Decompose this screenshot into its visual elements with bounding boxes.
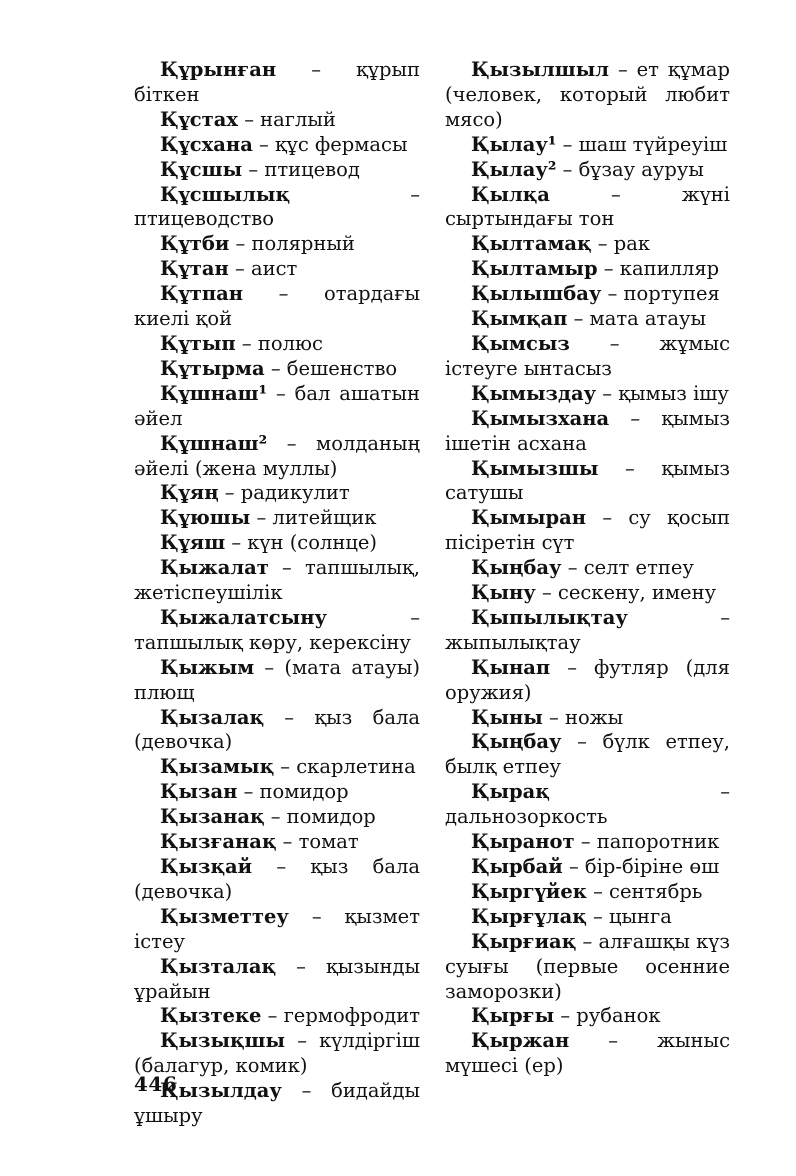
- headword: Қымсыз: [471, 331, 570, 355]
- dictionary-entry: [445, 158, 730, 183]
- headword: Қымыран: [471, 506, 587, 530]
- definition: – ножы: [542, 705, 624, 729]
- headword: Қызықшы: [160, 1029, 286, 1053]
- definition: – қызынды ұрайын: [134, 954, 420, 1003]
- definition: – рубанок: [554, 1004, 661, 1028]
- definition: – шаш түйреуіш: [556, 132, 728, 156]
- definition: – отардағы киелі қой: [134, 282, 420, 331]
- headword: Қымызшы: [471, 456, 599, 480]
- headword: Қызғанақ: [160, 830, 277, 854]
- definition: – полюс: [235, 331, 323, 355]
- headword: Қызметтеу: [160, 904, 289, 928]
- definition: – бал ашатын әйел: [134, 381, 420, 430]
- definition: – қымыз ішетін асхана: [445, 406, 730, 455]
- definition: – молданың әйелі (жена муллы): [134, 431, 420, 480]
- dictionary-entry: [445, 730, 730, 780]
- dictionary-entry: [134, 855, 420, 905]
- left-column: [134, 58, 420, 1129]
- dictionary-entry: [134, 257, 420, 282]
- dictionary-entry: [445, 556, 730, 581]
- dictionary-entry: [445, 58, 730, 133]
- dictionary-entry: [134, 108, 420, 133]
- definition: – помидор: [237, 780, 349, 804]
- headword: Құстах: [160, 107, 239, 131]
- headword: Қызқай: [160, 855, 253, 878]
- dictionary-entry: [445, 232, 730, 257]
- headword: Қырғиақ: [471, 929, 577, 953]
- definition: – құс фермасы: [252, 132, 408, 156]
- definition: – бұзау ауруы: [556, 157, 704, 181]
- definition: – помидор: [264, 805, 376, 829]
- definition: – футляр (для оружия): [445, 655, 730, 704]
- dictionary-entry: [134, 332, 420, 357]
- definition: – птицевод: [242, 157, 360, 181]
- headword: Құрынған: [160, 58, 277, 81]
- headword: Құсшы: [160, 157, 243, 181]
- headword: Қынап: [471, 655, 551, 679]
- headword: Қымыздау: [471, 381, 597, 405]
- dictionary-entry: [134, 58, 420, 108]
- headword: Қылқа: [471, 182, 550, 206]
- dictionary-entry: [134, 531, 420, 556]
- dictionary-entry: [134, 656, 420, 706]
- definition: – күн (солнце): [225, 531, 378, 555]
- headword: Қыжалатсыну: [160, 605, 327, 629]
- dictionary-entry: [134, 556, 420, 606]
- definition: – бешенство: [264, 356, 398, 380]
- dictionary-entry: [445, 183, 730, 233]
- dictionary-entry: [445, 457, 730, 507]
- dictionary-entry: [134, 805, 420, 830]
- headword: Қыжалат: [160, 556, 269, 580]
- definition: – жұмыс істеуге ынтасыз: [445, 331, 730, 380]
- definition: – бидайды ұшыру: [134, 1079, 420, 1128]
- dictionary-entry: [445, 606, 730, 656]
- dictionary-entry: [134, 357, 420, 382]
- page-number: 446: [134, 1072, 178, 1096]
- headword: Қылау²: [471, 157, 557, 181]
- definition: – (мата атауы) плющ: [134, 655, 420, 704]
- definition: – қыз бала (девочка): [134, 705, 420, 754]
- headword: Қымқап: [471, 307, 568, 331]
- headword: Құюшы: [160, 506, 251, 530]
- dictionary-entry: [134, 506, 420, 531]
- dictionary-entry: [134, 282, 420, 332]
- dictionary-entry: [445, 855, 730, 880]
- headword: Құсхана: [160, 132, 253, 156]
- definition: – қымыз ішу: [596, 381, 729, 405]
- dictionary-entry: [445, 307, 730, 332]
- definition: – рак: [591, 232, 651, 256]
- dictionary-entry: [445, 133, 730, 158]
- headword: Қыңбау: [471, 730, 562, 754]
- dictionary-entry: [445, 1029, 730, 1079]
- dictionary-entry: [134, 755, 420, 780]
- headword: Қырақ: [471, 780, 550, 804]
- definition: – наглый: [238, 107, 336, 131]
- definition: – гермофродит: [261, 1004, 421, 1028]
- definition: – томат: [276, 830, 359, 854]
- definition: – птицеводство: [134, 182, 420, 231]
- headword: Қызан: [160, 780, 238, 804]
- dictionary-entry: [445, 905, 730, 930]
- headword: Қыпылықтау: [471, 605, 628, 629]
- headword: Қымызхана: [471, 406, 610, 430]
- dictionary-entry: [134, 706, 420, 756]
- definition: – құрып біткен: [134, 58, 420, 106]
- headword: Қызылдау: [160, 1079, 282, 1103]
- definition: – папоротник: [574, 830, 720, 854]
- dictionary-entry: [134, 183, 420, 233]
- dictionary-entry: [445, 830, 730, 855]
- headword: Қызалақ: [160, 705, 264, 729]
- definition: – тапшылық, жетіспеушілік: [134, 556, 420, 605]
- definition: – сескену, имену: [535, 581, 717, 605]
- dictionary-entry: [134, 780, 420, 805]
- dictionary-entry: [445, 407, 730, 457]
- definition: – литейщик: [250, 506, 377, 530]
- dictionary-entry: [134, 133, 420, 158]
- dictionary-entry: [445, 332, 730, 382]
- dictionary-entry: [445, 581, 730, 606]
- headword: Қызылшыл: [471, 58, 610, 81]
- headword: Қырғы: [471, 1004, 555, 1028]
- dictionary-entry: [134, 432, 420, 482]
- definition: – селт етпеу: [561, 556, 694, 580]
- dictionary-entry: [445, 382, 730, 407]
- definition: – цынга: [586, 904, 672, 928]
- headword: Құтып: [160, 331, 236, 355]
- headword: Құтырма: [160, 356, 265, 380]
- definition: – күлдіргіш (балагур, комик): [134, 1029, 420, 1078]
- dictionary-entry: [445, 780, 730, 830]
- definition: – радикулит: [218, 481, 350, 505]
- dictionary-entry: [134, 905, 420, 955]
- dictionary-entry: [134, 955, 420, 1005]
- dictionary-entry: [445, 706, 730, 731]
- definition: – тапшылық көру, керексіну: [134, 605, 420, 654]
- right-column: [445, 58, 730, 1079]
- headword: Қызталақ: [160, 954, 277, 978]
- definition: – жыпылықтау: [445, 605, 730, 654]
- dictionary-entry: [445, 257, 730, 282]
- definition: – бір-біріне өш: [562, 855, 720, 878]
- dictionary-entry: [445, 880, 730, 905]
- headword: Құсшылық: [160, 182, 290, 206]
- headword: Қызанақ: [160, 805, 265, 829]
- headword: Қыңбау: [471, 556, 562, 580]
- definition: – қыз бала (девочка): [134, 855, 420, 903]
- definition: – су қосып пісіретін сүт: [445, 506, 730, 555]
- dictionary-entry: [445, 656, 730, 706]
- definition: – қымыз сатушы: [445, 456, 730, 505]
- headword: Қырбай: [471, 855, 563, 878]
- headword: Қыржан: [471, 1029, 570, 1053]
- definition: – скарлетина: [274, 755, 416, 779]
- dictionary-entry: [445, 282, 730, 307]
- headword: Құяң: [160, 481, 219, 505]
- dictionary-entry: [445, 930, 730, 1005]
- headword: Құтби: [160, 232, 230, 256]
- dictionary-entry: [134, 382, 420, 432]
- headword: Қылтамақ: [471, 232, 592, 256]
- dictionary-entry: [134, 232, 420, 257]
- headword: Құшнаш¹: [160, 381, 268, 405]
- definition: – бүлк етпеу, былқ етпеу: [445, 730, 730, 779]
- headword: Қыжым: [160, 655, 255, 679]
- definition: – жүні сыртындағы тон: [445, 182, 730, 231]
- definition: – алғашқы күз суығы (первые осенние заморозки): [445, 929, 730, 1003]
- headword: Құшнаш²: [160, 431, 268, 455]
- headword: Құтпан: [160, 282, 244, 306]
- dictionary-entry: [445, 1004, 730, 1029]
- headword: Қызтеке: [160, 1004, 262, 1028]
- headword: Құяш: [160, 531, 226, 555]
- headword: Құтан: [160, 257, 229, 281]
- dictionary-entry: [134, 481, 420, 506]
- definition: – портупея: [601, 282, 720, 306]
- headword: Қылау¹: [471, 132, 557, 156]
- dictionary-entry: [134, 606, 420, 656]
- headword: Қыргүйек: [471, 879, 587, 903]
- definition: – ет құмар (человек, который любит мясо): [445, 58, 730, 131]
- definition: – капилляр: [597, 257, 720, 281]
- headword: Қызамық: [160, 755, 275, 779]
- headword: Қырғұлақ: [471, 904, 587, 928]
- headword: Қыну: [471, 581, 536, 605]
- definition: – жыныс мүшесі (ер): [445, 1029, 730, 1078]
- definition: – мата атауы: [567, 307, 706, 331]
- dictionary-entry: [445, 506, 730, 556]
- definition: – сентябрь: [586, 879, 703, 903]
- definition: – аист: [228, 257, 298, 281]
- headword: Қыны: [471, 705, 543, 729]
- definition: – дальнозоркость: [445, 780, 730, 829]
- headword: Қыранот: [471, 830, 575, 854]
- definition: – қызмет істеу: [134, 904, 420, 953]
- definition: – полярный: [229, 232, 355, 256]
- dictionary-entry: [134, 1004, 420, 1029]
- headword: Қылышбау: [471, 282, 602, 306]
- dictionary-entry: [134, 830, 420, 855]
- dictionary-entry: [134, 158, 420, 183]
- headword: Қылтамыр: [471, 257, 598, 281]
